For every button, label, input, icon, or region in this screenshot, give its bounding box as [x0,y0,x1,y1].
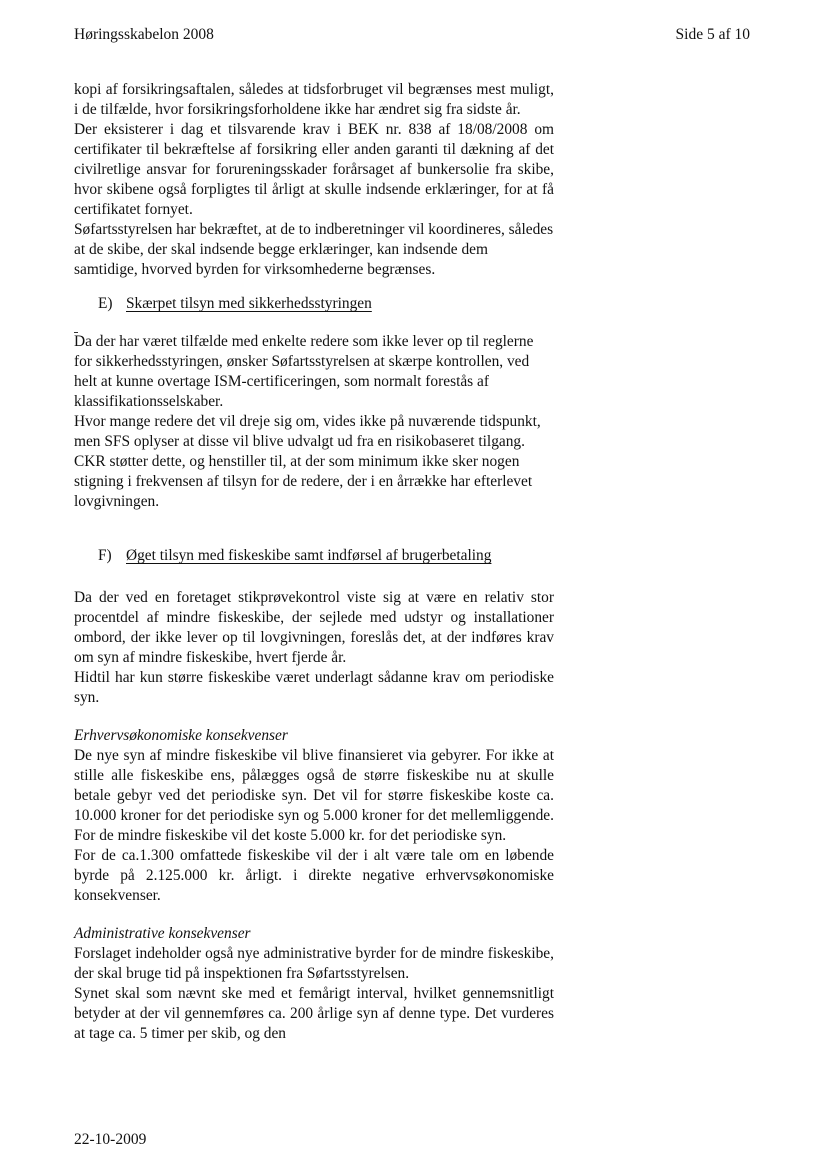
header-title: Høringsskabelon 2008 [74,26,214,43]
subheading-admin: Administrative konsekvenser [74,925,251,942]
section-title: Skærpet tilsyn med sikkerhedsstyringen [126,295,372,312]
section-heading-e [74,294,554,314]
page-number: Side 5 af 10 [675,26,750,43]
document-body [74,80,554,1044]
section-letter: E) [98,295,113,312]
section-heading-f [74,546,554,566]
paragraph: Søfartsstyrelsen har bekræftet, at de to indberetninger vil koordineres, således at de skibe, der skal indsende begge erklæringer, kan indsende dem samtidige, hvorved byrden for virksomhederne begrænses. [74,221,554,278]
paragraph: Synet skal som nævnt ske med et femårigt interval, hvilket gennemsnitligt betyder at der vil gennemføres ca. 200 årlige syn af denne type. Det vurderes at tage ca. 5 timer per skib, og den [74,985,554,1042]
paragraph: For de ca.1.300 omfattede fiskeskibe vil der i alt være tale om en løbende byrde på 2.125.000 kr. årligt. i direkte negative erhvervsøkonomiske konsekvenser. [74,847,554,904]
paragraph: De nye syn af mindre fiskeskibe vil blive finansieret via gebyrer. For ikke at stille alle fiskeskibe ens, pålægges også de større fiskeskibe nu at skulle betale gebyr ved det periodiske syn. Det vil for større fiskeskibe koste ca. 10.000 kroner for det periodiske syn og 5.000 kroner for det mellemliggende. For de mindre fiskeskibe vil det koste 5.000 kr. for det periodiske syn. [74,747,554,844]
section-title: Øget tilsyn med fiskeskibe samt indførsel af brugerbetaling [126,547,492,564]
paragraph: CKR støtter dette, og henstiller til, at der som minimum ikke sker nogen stigning i frekvensen af tilsyn for de redere, der i en årrække har efterlevet lovgivningen. [74,453,533,510]
paragraph: Hidtil har kun større fiskeskibe været underlagt sådanne krav om periodiske syn. [74,669,554,706]
paragraph: Da der har været tilfælde med enkelte redere som ikke lever op til reglerne for sikkerhedsstyringen, ønsker Søfartsstyrelsen at skærpe kontrollen, ved helt at kunne overtage ISM-certificeringen, som normalt forestås af klassifikationsselskaber. [74,333,534,410]
footer-date: 22-10-2009 [74,1131,147,1148]
paragraph: kopi af forsikringsaftalen, således at tidsforbruget vil begrænses mest muligt, i de tilfælde, hvor forsikringsforholdene ikke har ændret sig fra sidste år. [74,81,554,118]
subheading-erhverv: Erhvervsøkonomiske konsekvenser [74,727,288,744]
paragraph: Der eksisterer i dag et tilsvarende krav i BEK nr. 838 af 18/08/2008 om certifikater til bekræftelse af forsikring eller anden garanti til dækning af det civilretlige ansvar for forureningsskader forårsaget af bunkersolie fra skibe, hvor skibene også forpligtes til årligt at skulle indsende erklæringer, for at få certifikatet fornyet. [74,121,554,218]
section-letter: F) [98,547,112,564]
paragraph: Hvor mange redere det vil dreje sig om, vides ikke på nuværende tidspunkt, men SFS oplyser at disse vil blive udvalgt ud fra en risikobaseret tilgang. [74,413,541,450]
paragraph: Forslaget indeholder også nye administrative byrder for de mindre fiskeskibe, der skal bruge tid på inspektionen fra Søfartsstyrelsen. [74,945,554,982]
paragraph: Da der ved en foretaget stikprøvekontrol viste sig at være en relativ stor procentdel af mindre fiskeskibe, der sejlede med udstyr og installationer ombord, der ikke lever op til lovgivningen, foreslås det, at der indføres krav om syn af mindre fiskeskibe, hvert fjerde år. [74,589,554,666]
